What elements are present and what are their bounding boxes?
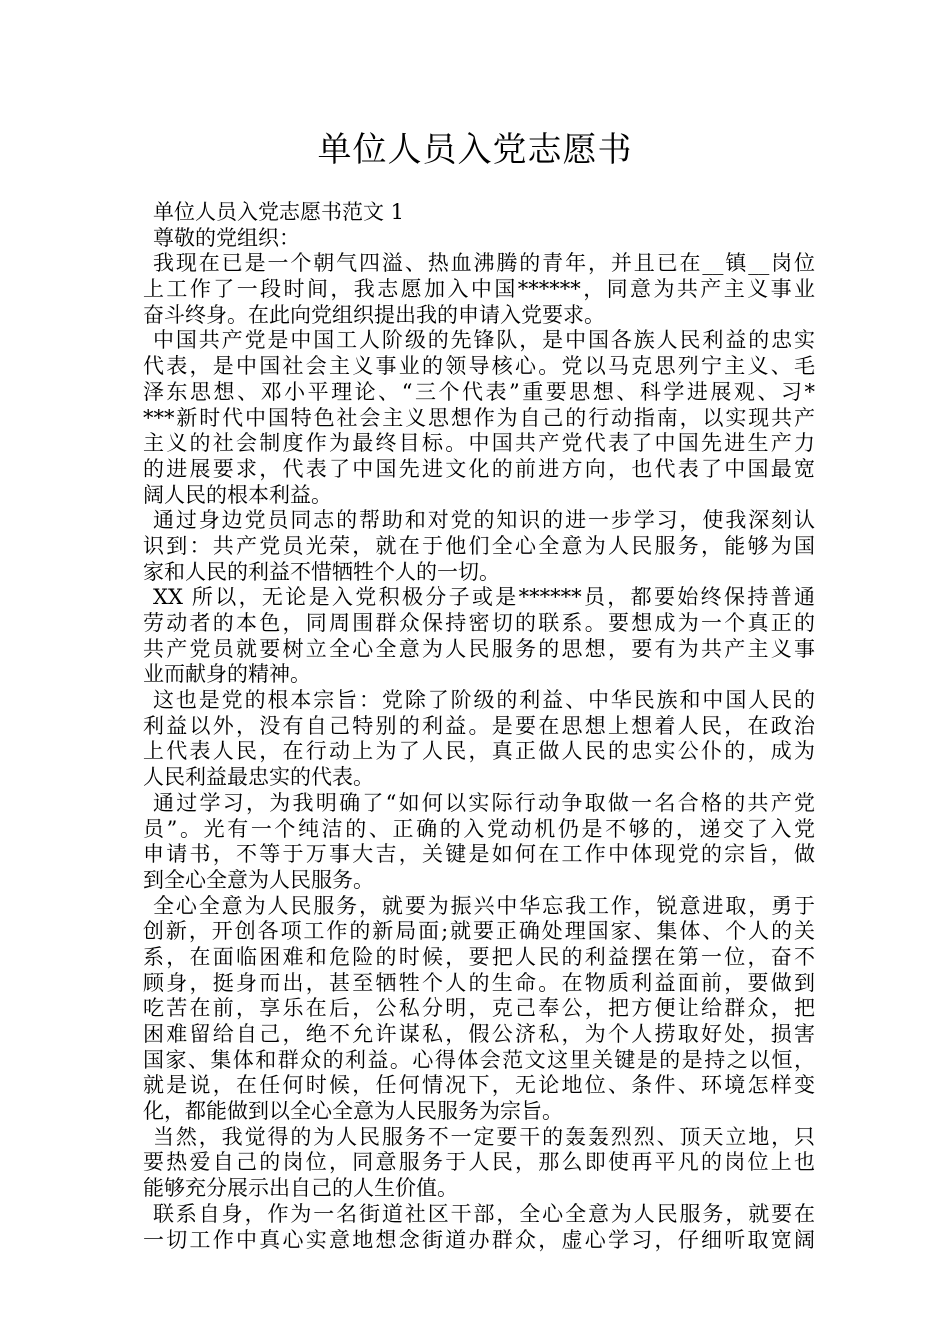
body-line: 奋斗终身。在此向党组织提出我的申请入党要求。 bbox=[143, 302, 605, 327]
body-line: 就是说，在任何时候，任何情况下，无论地位、条件、环境怎样变 bbox=[143, 1073, 815, 1098]
body-line: 尊敬的党组织： bbox=[153, 225, 300, 250]
body-line: 国家、集体和群众的利益。心得体会范文这里关键是的是持之以恒， bbox=[143, 1047, 815, 1072]
body-line: 顾身，挺身而出，甚至牺牲个人的生命。在物质利益面前，要做到 bbox=[143, 970, 815, 995]
body-line: 家和人民的利益不惜牺牲个人的一切。 bbox=[143, 559, 500, 584]
body-line: 困难留给自己，绝不允许谋私，假公济私，为个人捞取好处，损害 bbox=[143, 1022, 815, 1046]
body-line: 上代表人民，在行动上为了人民，真正做人民的忠实公仆的，成为 bbox=[143, 739, 815, 764]
body-line: 化，都能做到以全心全意为人民服务为宗旨。 bbox=[143, 1099, 563, 1124]
body-line: 劳动者的本色，同周围群众保持密切的联系。要想成为一个真正的 bbox=[143, 611, 815, 635]
body-line: 上工作了一段时间，我志愿加入中国******，同意为共产主义事业 bbox=[143, 277, 815, 302]
body-line: 能够充分展示出自己的人生价值。 bbox=[143, 1176, 458, 1201]
document-body bbox=[143, 200, 815, 1253]
body-line: 联系自身，作为一名街道社区干部，全心全意为人民服务，就要在 bbox=[153, 1201, 815, 1226]
body-line: 中国共产党是中国工人阶级的先锋队，是中国各族人民利益的忠实 bbox=[153, 328, 815, 353]
body-line: 一切工作中真心实意地想念街道办群众，虚心学习，仔细听取宽阔 bbox=[143, 1227, 815, 1252]
body-line: 主义的社会制度作为最终目标。中国共产党代表了中国先进生产力 bbox=[143, 431, 815, 456]
body-line: 要热爱自己的岗位，同意服务于人民，那么即使再平凡的岗位上也 bbox=[143, 1150, 815, 1175]
body-line: 全心全意为人民服务，就要为振兴中华忘我工作，锐意进取，勇于 bbox=[153, 893, 815, 918]
body-line: 单位人员入党志愿书范文 1 bbox=[153, 200, 405, 224]
body-line: 识到：共产党员光荣，就在于他们全心全意为人民服务，能够为国 bbox=[143, 533, 815, 558]
body-line: 通过身边党员同志的帮助和对党的知识的进一步学习，使我深刻认 bbox=[153, 508, 815, 533]
body-line: 利益以外，没有自己特别的利益。是要在思想上想着人民，在政治 bbox=[143, 713, 815, 738]
body-line: XX 所以，无论是入党积极分子或是******员，都要始终保持普通 bbox=[153, 585, 815, 610]
body-line: 吃苦在前，享乐在后，公私分明，克己奉公，把方便让给群众，把 bbox=[143, 996, 815, 1021]
body-line: 业而献身的精神。 bbox=[143, 662, 311, 687]
body-line: ***新时代中国特色社会主义思想作为自己的行动指南，以实现共产 bbox=[143, 405, 815, 430]
body-line: 系，在面临困难和危险的时候，要把人民的利益摆在第一位，奋不 bbox=[143, 944, 815, 969]
document-title: 单位人员入党志愿书 bbox=[317, 130, 633, 170]
body-line: 当然，我觉得的为人民服务不一定要干的轰轰烈烈、顶天立地，只 bbox=[153, 1124, 815, 1149]
body-line: 这也是党的根本宗旨：党除了阶级的利益、中华民族和中国人民的 bbox=[153, 688, 815, 713]
body-line: 代表，是中国社会主义事业的领导核心。党以马克思列宁主义、毛 bbox=[143, 354, 815, 379]
body-line: 到全心全意为人民服务。 bbox=[143, 867, 374, 892]
body-line: 创新，开创各项工作的新局面;就要正确处理国家、集体、个人的关 bbox=[143, 919, 815, 944]
body-line: 员”。光有一个纯洁的、正确的入党动机仍是不够的，递交了入党 bbox=[143, 816, 815, 841]
body-line: 通过学习，为我明确了“如何以实际行动争取做一名合格的共产党 bbox=[153, 790, 815, 815]
body-line: 我现在已是一个朝气四溢、热血沸腾的青年，并且已在__镇__岗位 bbox=[153, 251, 815, 276]
body-line: 泽东思想、邓小平理论、“三个代表”重要思想、科学进展观、习* bbox=[143, 379, 815, 404]
body-line: 的进展要求，代表了中国先进文化的前进方向，也代表了中国最宽 bbox=[143, 456, 815, 481]
body-line: 人民利益最忠实的代表。 bbox=[143, 765, 374, 790]
body-line: 阔人民的根本利益。 bbox=[143, 482, 332, 507]
body-line: 共产党员就要树立全心全意为人民服务的思想，要有为共产主义事 bbox=[143, 636, 815, 661]
body-line: 申请书，不等于万事大吉，关键是如何在工作中体现党的宗旨，做 bbox=[143, 842, 815, 867]
